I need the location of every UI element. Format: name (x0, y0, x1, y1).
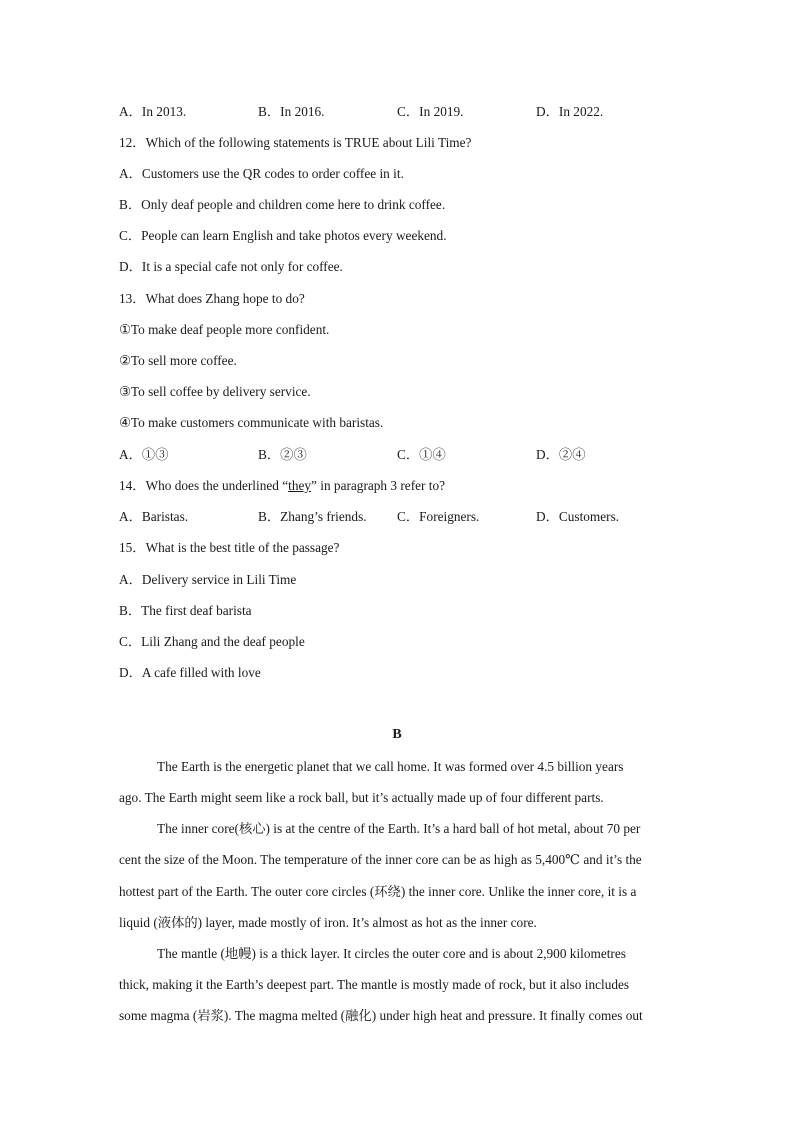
q12-option-c[interactable]: C．People can learn English and take photos every weekend. (119, 228, 447, 243)
q14-option-b[interactable]: B．Zhang’s friends. (258, 509, 367, 524)
q13-option-b[interactable]: B．②③ (258, 447, 307, 462)
q15-stem: 15．What is the best title of the passage? (119, 540, 340, 555)
q13-item-3: ③To sell coffee by delivery service. (119, 384, 311, 399)
section-title: B (392, 727, 402, 742)
q13-item-2: ②To sell more coffee. (119, 353, 237, 368)
q11-option-c[interactable]: C．In 2019. (397, 104, 464, 119)
passage-line: ago. The Earth might seem like a rock ball, but it’s actually made up of four different parts. (119, 790, 604, 805)
q14-option-d[interactable]: D．Customers. (536, 509, 620, 524)
q11-option-d[interactable]: D．In 2022. (536, 104, 604, 119)
passage-line: some magma (岩浆). The magma melted (融化) under high heat and pressure. It finally comes out (119, 1008, 643, 1023)
q13-item-4: ④To make customers communicate with baristas. (119, 415, 384, 430)
q14-stem-after: ” in paragraph 3 refer to? (311, 478, 446, 493)
passage-line: The Earth is the energetic planet that we call home. It was formed over 4.5 billion years (157, 759, 624, 774)
passage-line: liquid (液体的) layer, made mostly of iron. It’s almost as hot as the inner core. (119, 915, 537, 930)
passage-line: cent the size of the Moon. The temperature of the inner core can be as high as 5,400℃ and it’s the (119, 852, 642, 867)
q13-item-1: ①To make deaf people more confident. (119, 322, 330, 337)
q11-option-a[interactable]: A．In 2013. (119, 104, 187, 119)
q13-stem: 13．What does Zhang hope to do? (119, 291, 305, 306)
q14-option-c[interactable]: C．Foreigners. (397, 509, 480, 524)
q14-stem-before: 14．Who does the underlined “ (119, 478, 289, 493)
q14-underlined-word: they (288, 478, 312, 493)
q13-option-d[interactable]: D．②④ (536, 447, 586, 462)
passage-line: hottest part of the Earth. The outer core circles (环绕) the inner core. Unlike the inner core, it is a (119, 884, 637, 899)
q12-option-b[interactable]: B．Only deaf people and children come here to drink coffee. (119, 197, 446, 212)
passage-line: The mantle (地幔) is a thick layer. It circles the outer core and is about 2,900 kilometres (157, 946, 626, 961)
q14-option-a[interactable]: A．Baristas. (119, 509, 189, 524)
q14-stem (119, 478, 445, 494)
q15-option-a[interactable]: A．Delivery service in Lili Time (119, 572, 297, 587)
q12-option-d[interactable]: D．It is a special cafe not only for coffee. (119, 259, 343, 274)
q13-option-c[interactable]: C．①④ (397, 447, 446, 462)
q12-stem: 12．Which of the following statements is TRUE about Lili Time? (119, 135, 472, 150)
q12-option-a[interactable]: A．Customers use the QR codes to order coffee in it. (119, 166, 404, 181)
passage-line: thick, making it the Earth’s deepest part. The mantle is mostly made of rock, but it also includes (119, 977, 630, 992)
q15-option-b[interactable]: B．The first deaf barista (119, 603, 252, 618)
q15-option-d[interactable]: D．A cafe filled with love (119, 665, 261, 680)
q11-option-b[interactable]: B．In 2016. (258, 104, 325, 119)
q15-option-c[interactable]: C．Lili Zhang and the deaf people (119, 634, 305, 649)
q13-option-a[interactable]: A．①③ (119, 447, 169, 462)
passage-line: The inner core(核心) is at the centre of the Earth. It’s a hard ball of hot metal, about 70 per (157, 821, 641, 836)
